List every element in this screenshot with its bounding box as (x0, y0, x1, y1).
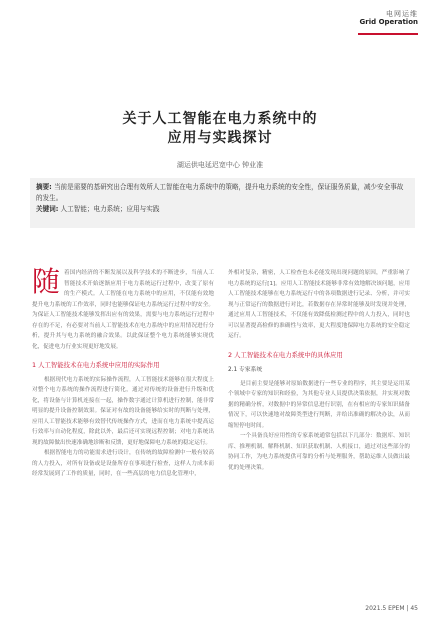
keywords-label: 关键词: (36, 205, 59, 213)
header-accent-bar (358, 33, 418, 35)
article-title-line1: 关于人工智能在电力系统中的 (122, 111, 318, 127)
intro-paragraph: 着国内经济的不断发展以及科学技术的不断进步，当前人工智能技术开始逐渐应用于电力系统运行过程中，改变了原有的生产模式。人工智能在电力系统中的应用，不仅能有效地提升电力系统的工作效率，同时也能够保证电力系统运行过程中的安全。为保证人工智能技术能够发挥出应有的效果，需要与电力系统运行过程中存在的不足，有必要对当前人工智能技术在电力系统中的应用情况进行分析，提升其与电力系统的融合效果。以此保证整个电力系统能够实现优化，促进电力行业实现更好地发展。 (32, 270, 214, 350)
body-paragraph: 根据现代电力系统的实际操作流程，人工智能技术能够在很大程度上对整个电力系统的操作流程进行简化，通过对传统的设备进行升级和优化，将设备与计算机连接在一起，操作数字通过计算机进行控制，能非常明显的提升设备控制效果。保证对有故的设备能够给实时的判断与处理，应用人工智能技术能够有效替代传统操作方式，进而在电力系统中提高运行效率与自动化程度，除此以外，最后还可实现远程控制；对电力系统出现的故障做出快速准确地诊断和反馈，更好地保障电力系统的稳定运行。 (32, 376, 214, 446)
section-name-en: Grid Operation (359, 18, 418, 27)
body-paragraph: 根据智能电力的功能需求进行设计，在传统的故障检测中一般有较高的人力投入，对所有设备或是设备所存在事项进行检查，这样人力成本而经常发展到了工作的质量，同时，在一些高层的电力信息化管理中， (32, 450, 214, 477)
page-footer: 2021.5 EPEM | 45 (365, 605, 418, 612)
body-paragraph: 一个具备良好应用性的专家系统通常包括以下几部分：数据库、知识库、推理机制、解释机制、知识获取机制、人机接口，通过对这些部分的协同工作，为电力系统提供可靠的分析与处理服务，帮助运维人员做出最优的处理决策。 (228, 433, 410, 471)
intro-paragraph-wrap (32, 265, 214, 352)
abstract-box (30, 178, 415, 228)
right-column (228, 268, 410, 473)
author-line: 湖运供电延迟宽中心 钟业准 (176, 161, 264, 169)
abstract-text: 当前是需要的基研究出合理有效所人工智能在电力系统中的策略，提升电力系统的安全性，保证服务质量，减少安全事故的发生。 (36, 183, 404, 202)
section-heading-2: 2 人工智能技术在电力系统中的具体应用 (228, 350, 343, 359)
article-title-line2: 应用与实践探讨 (167, 130, 273, 146)
keywords-text: 人工智能；电力系统；应用与实践 (60, 205, 160, 213)
subsection-heading-2-1: 2.1 专家系统 (228, 367, 263, 373)
section-name-cn: 电网运维 (386, 10, 418, 18)
section-heading-1: 1 人工智能技术在电力系统中应用的实际作用 (32, 361, 160, 369)
body-paragraph: 外相对复杂，精密，人工检查也未必能发现出现问题的原因，严重影响了电力系统的运行[1]。应用人工智能技术能够非常有效地解决该问题，应用人工智能技术能够在电力系统运行中的各项数据进行记录、分析，并可实现与正常运行的数据进行对比，若数据存在异常时能够及时发现并处理，通过应用人工智能技术，不仅能有效降低检测过程中的人力投入，同时也可以显著提高检修的准确性与效率，更大程度地保障电力系统的安全稳定运行。 (228, 270, 410, 339)
body-paragraph: 是目前主要是能够对原始数据进行一些专业的程序，其主要是运用某个领域中专家的知识和经验，为其他专业人员提供决策依据，并实现对数据的精确分析，对数据中的异常信息进行识别，在有相应的专家知识储备情况下，可以快速地对故障类型进行判断，并给出准确的解决办法，从而缩短停电时间。 (228, 380, 410, 429)
dropcap: 随 (32, 265, 61, 298)
left-column (32, 265, 214, 480)
abstract-label: 摘要: (36, 183, 52, 191)
section-header (360, 10, 418, 26)
